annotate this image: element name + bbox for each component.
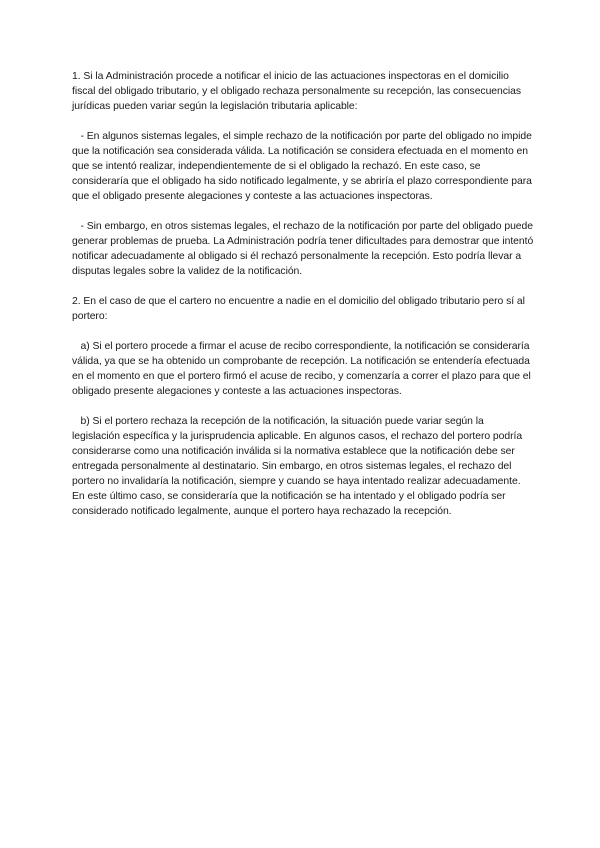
paragraph-1-point-b: - Sin embargo, en otros sistemas legales, el rechazo de la notificación por parte del obligado puede generar problemas de prueba. La Administración podría tener dificultades para demostrar que intentó notificar adecuadamente al obligado si él rechazó personalmente la recepción. Esto podría llevar a disputas legales sobre la validez de la notificación.	[72, 221, 537, 277]
paragraph-2-point-b: b) Si el portero rechaza la recepción de la notificación, la situación puede variar según la legislación específica y la jurisprudencia aplicable. En algunos casos, el rechazo del portero podría considerarse como una notificación inválida si la normativa establece que la notificación debe ser entregada personalmente al destinatario. Sin embargo, en otros sistemas legales, el rechazo del portero no invalidaría la notificación, siempre y cuando se haya intentado realizar adecuadamente. En este último caso, se consideraría que la notificación se ha intentado y el obligado podría ser considerado notificado legalmente, aunque el portero haya rechazado la recepción.	[72, 416, 525, 517]
paragraph-spacer	[72, 279, 534, 294]
paragraph-1-intro: 1. Si la Administración procede a notificar el inicio de las actuaciones inspectoras en el domicilio fiscal del obligado tributario, y el obligado rechaza personalmente su recepción, las consecuencias jurídicas pueden variar según la legislación tributaria aplicable:	[72, 71, 524, 112]
paragraph-spacer	[72, 204, 534, 219]
paragraph-spacer	[72, 114, 534, 129]
paragraph-spacer	[72, 324, 534, 339]
paragraph-1-point-a: - En algunos sistemas legales, el simple rechazo de la notificación por parte del obligado no impide que la notificación sea considerada válida. La notificación se considera efectuada en el momento en que se intentó realizar, independientemente de si el obligado la rechazó. En este caso, se consideraría que el obligado ha sido notificado legalmente, y se abriría el plazo correspondiente para que el obligado presente alegaciones y conteste a las actuaciones inspectoras.	[72, 131, 535, 202]
document-page	[72, 69, 537, 519]
paragraph-spacer	[72, 399, 534, 414]
paragraph-2-point-a: a) Si el portero procede a firmar el acuse de recibo correspondiente, la notificación se consideraría válida, ya que se ha obtenido un comprobante de recepción. La notificación se entendería efectuada en el momento en que el portero firmó el acuse de recibo, y comenzaría a correr el plazo para que el obligado presente alegaciones y conteste a las actuaciones inspectoras.	[72, 341, 534, 397]
paragraph-2-intro: 2. En el caso de que el cartero no encuentre a nadie en el domicilio del obligado tributario pero sí al portero:	[72, 296, 528, 322]
